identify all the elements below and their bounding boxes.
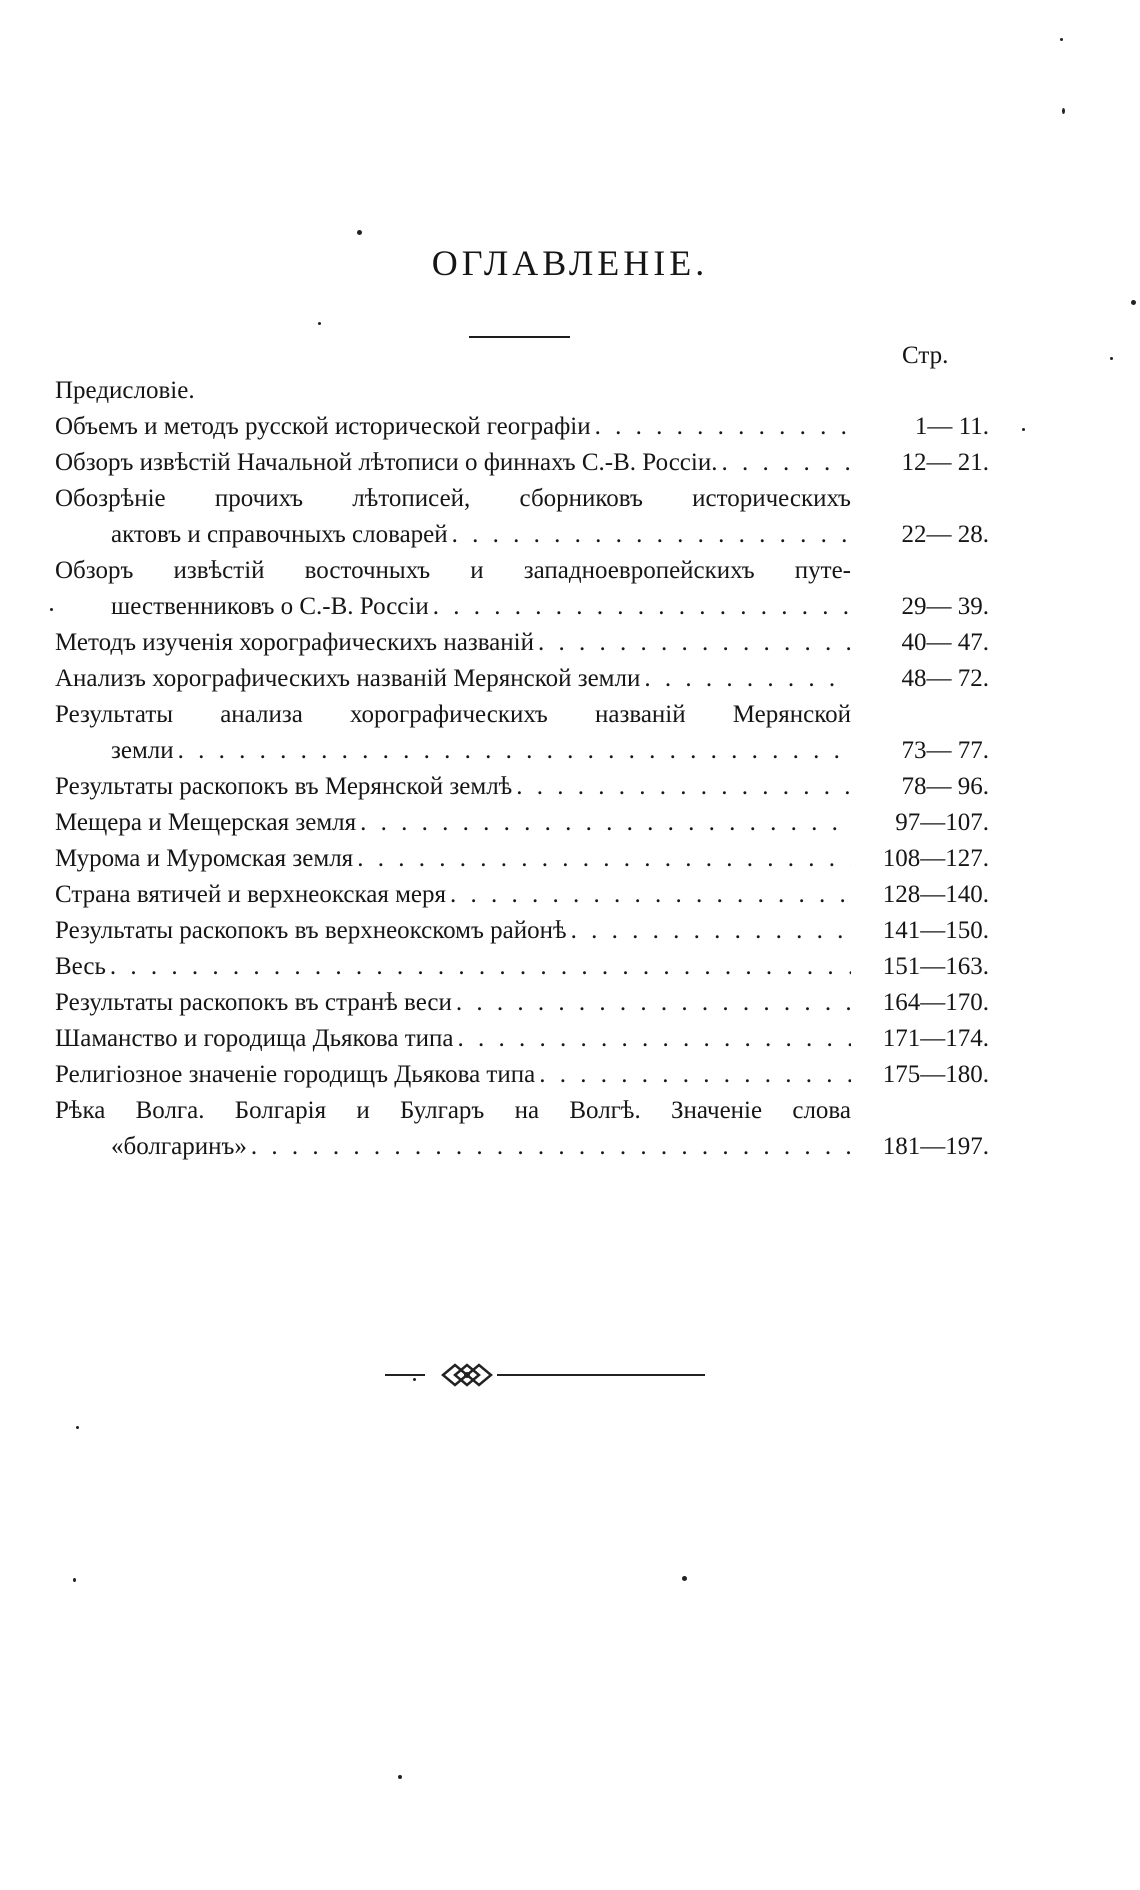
toc-entry (55, 1057, 995, 1093)
toc-entry-title: Объемъ и методъ русской исторической географіи (55, 413, 591, 440)
toc-entry-title: Обзоръ извѣстій восточныхъ и западноевропейскихъ путе- (55, 557, 851, 584)
toc-entry-title: Мурома и Муромская земля (55, 845, 354, 872)
toc-page-range: 78— 96. (901, 773, 989, 800)
dot-leader (446, 877, 851, 913)
toc-entry-title: Анализъ хорографическихъ названій Мерянской земли (55, 665, 641, 692)
speck (1062, 108, 1065, 114)
dot-leader (429, 589, 851, 625)
toc-entry-title: земли (111, 737, 174, 764)
dot-leader (591, 409, 851, 445)
speck (1110, 357, 1113, 360)
toc-page-range: 164—170. (882, 989, 989, 1016)
speck (318, 322, 321, 325)
toc-entry (55, 1093, 995, 1129)
toc-page-range: 29— 39. (901, 593, 989, 620)
toc-entry (55, 949, 995, 985)
dot-leader (534, 625, 851, 661)
toc-entry-title: Шаманство и городища Дьякова типа (55, 1025, 454, 1052)
toc-page-range: 1— 11. (914, 413, 989, 440)
toc-entry (55, 517, 995, 553)
toc-page-range: 73— 77. (901, 737, 989, 764)
toc-entry-title: Результаты раскопокъ въ верхнеокскомъ районѣ (55, 917, 567, 944)
dot-leader (452, 985, 851, 1021)
dot-leader (512, 769, 851, 805)
toc-page-range: 48— 72. (901, 665, 989, 692)
toc-entry-title: Методъ изученія хорографическихъ названій (55, 629, 534, 656)
toc-entry (55, 697, 995, 733)
toc-entry (55, 769, 995, 805)
toc-entry (55, 1129, 995, 1165)
toc-entry (55, 589, 995, 625)
speck (50, 608, 53, 611)
toc-entry-title: Мещера и Мещерская земля (55, 809, 357, 836)
toc-page-range: 97—107. (895, 809, 989, 836)
table-of-contents (55, 373, 995, 1165)
toc-entry-title: Рѣка Волга. Болгарія и Булгаръ на Волгѣ. Значеніе слова (55, 1097, 851, 1124)
dot-leader (174, 733, 851, 769)
toc-page-range: 181—197. (882, 1133, 989, 1160)
toc-entry-title: Результаты раскопокъ въ Мерянской землѣ (55, 773, 513, 800)
toc-entry (55, 625, 995, 661)
speck (1060, 38, 1063, 41)
dot-leader (353, 841, 851, 877)
dot-leader (448, 517, 851, 553)
toc-entry-title: Предисловіе. (55, 377, 195, 404)
toc-page-range: 22— 28. (901, 521, 989, 548)
toc-entry (55, 373, 995, 409)
toc-entry (55, 805, 995, 841)
toc-entry (55, 553, 995, 589)
dot-leader (247, 1129, 851, 1165)
toc-page-range: 151—163. (882, 953, 989, 980)
dot-leader (567, 913, 851, 949)
toc-entry (55, 913, 995, 949)
toc-page-range: 128—140. (882, 881, 989, 908)
speck (682, 1576, 687, 1581)
speck (1022, 428, 1025, 431)
toc-entry-title: Результаты анализа хорографическихъ названій Мерянской (55, 701, 851, 728)
toc-entry (55, 661, 995, 697)
ornament-divider (385, 1355, 705, 1395)
toc-entry-title: Страна вятичей и верхнеокская меря (55, 881, 446, 908)
toc-entry (55, 985, 995, 1021)
toc-entry-title: Обозрѣніе прочихъ лѣтописей, сборниковъ историческихъ (55, 485, 851, 512)
toc-entry (55, 409, 995, 445)
toc-entry-title: «болгаринъ» (111, 1133, 247, 1160)
page-column-header: Стр. (902, 342, 949, 369)
toc-page-range: 175—180. (882, 1061, 989, 1088)
toc-entry (55, 481, 995, 517)
speck (398, 1775, 402, 1779)
speck (413, 1378, 416, 1381)
dot-leader (535, 1057, 851, 1093)
dot-leader (640, 661, 851, 697)
speck (357, 230, 362, 235)
dot-leader (717, 445, 851, 481)
page-title: ОГЛАВЛЕНIЕ. (431, 243, 709, 283)
dot-leader (356, 805, 851, 841)
toc-entry-title: актовъ и справочныхъ словарей (111, 521, 448, 548)
toc-entry-title: шественниковъ о С.-В. Россіи (111, 593, 429, 620)
speck (1131, 300, 1136, 305)
toc-page-range: 12— 21. (901, 449, 989, 476)
toc-entry (55, 445, 995, 481)
toc-entry (55, 733, 995, 769)
toc-entry (55, 877, 995, 913)
dot-leader (106, 949, 851, 985)
dot-leader (454, 1021, 851, 1057)
toc-entry-title: Религіозное значеніе городищъ Дьякова типа (55, 1061, 536, 1088)
toc-entry (55, 1021, 995, 1057)
toc-page-range: 108—127. (882, 845, 989, 872)
toc-entry-title: Весь (55, 953, 106, 980)
speck (73, 1578, 76, 1582)
toc-entry-title: Результаты раскопокъ въ странѣ веси (55, 989, 452, 1016)
toc-page-range: 40— 47. (901, 629, 989, 656)
toc-entry-title: Обзоръ извѣстій Начальной лѣтописи о финнахъ С.-В. Россіи. (55, 449, 718, 476)
toc-page-range: 171—174. (882, 1025, 989, 1052)
toc-entry (55, 841, 995, 877)
title-rule (469, 336, 570, 338)
speck (76, 1426, 79, 1429)
toc-page-range: 141—150. (882, 917, 989, 944)
